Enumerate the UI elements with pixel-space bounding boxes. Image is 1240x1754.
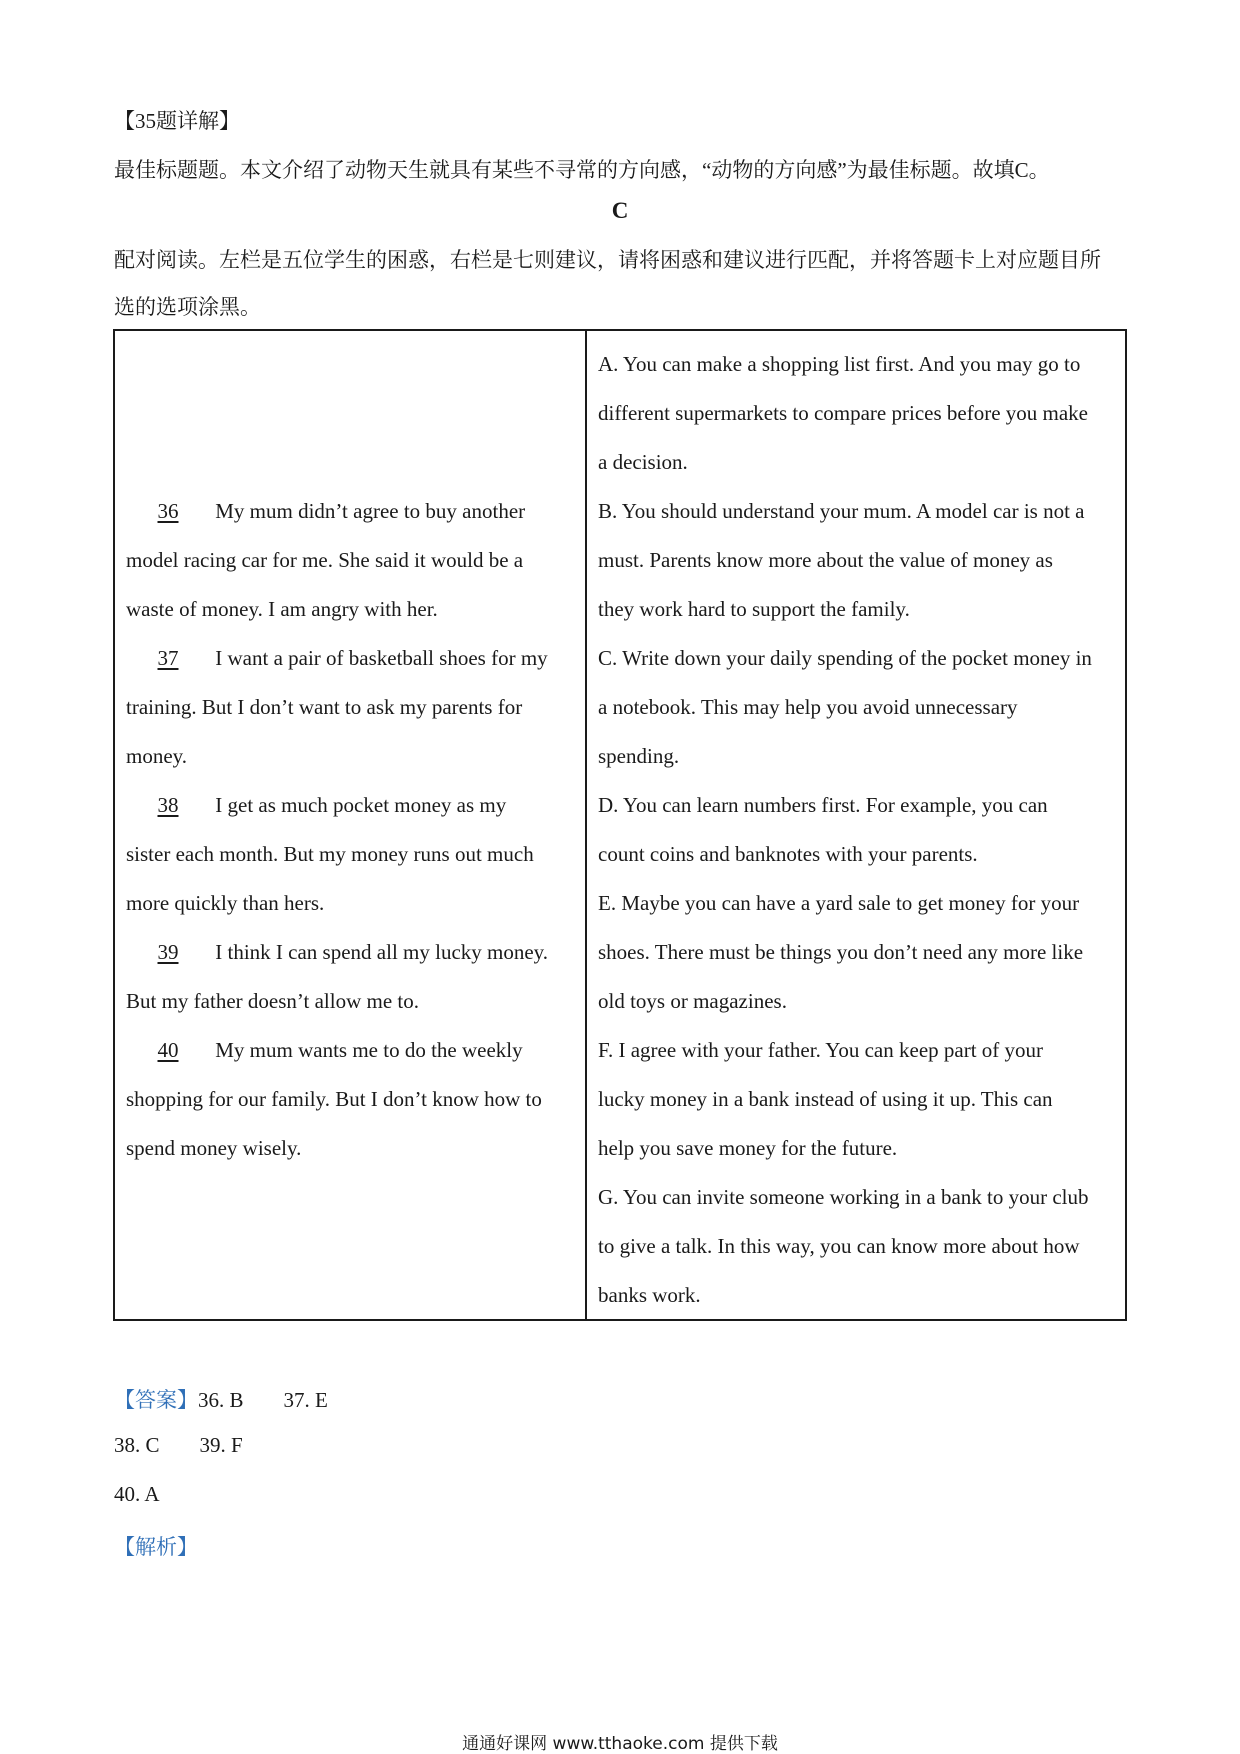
answer-blank-40[interactable]: 40 [157,1038,179,1062]
answer-blank-37[interactable]: 37 [157,646,179,670]
answer-line-1 [114,1384,328,1414]
problems-column [115,331,587,1319]
answer-label: 【答案】 [114,1388,198,1412]
answer-blank-36[interactable]: 36 [157,499,179,523]
option-f-line-1: F. I agree with your father. You can keep part of your [598,1038,1044,1062]
answer-36: 36. B [198,1388,244,1412]
option-a-line-3: a decision. [598,450,688,474]
option-e-line-3: old toys or magazines. [598,989,787,1013]
option-e-line-1: E. Maybe you can have a yard sale to get money for your [598,891,1080,915]
option-c-line-2: a notebook. This may help you avoid unnecessary [598,695,1018,719]
option-f-line-3: help you save money for the future. [598,1136,898,1160]
problem-36-line-1: 36 My mum didn’t agree to buy another [126,497,525,525]
option-a-line-1: A. You can make a shopping list first. And you may go to [598,352,1081,376]
problem-36-line-2: model racing car for me. She said it would be a [126,548,524,572]
problem-40-line-3: spend money wisely. [126,1136,302,1160]
problem-39-line-1: 39 I think I can spend all my lucky money. [126,938,548,966]
answer-40: 40. A [114,1482,160,1506]
section-title: C [611,198,629,223]
problem-40-line-1: 40 My mum wants me to do the weekly [126,1036,523,1064]
problem-37-line-1: 37 I want a pair of basketball shoes for my [126,644,548,672]
answer-blank-39[interactable]: 39 [157,940,179,964]
option-g-line-2: to give a talk. In this way, you can know more about how [598,1234,1080,1258]
option-b-line-3: they work hard to support the family. [598,597,910,621]
problem-36-line-3: waste of money. I am angry with her. [126,597,438,621]
section-instruction-line-2: 选的选项涂黑。 [114,295,261,319]
option-b-line-2: must. Parents know more about the value of money as [598,548,1053,572]
q35-explanation: 最佳标题题。本文介绍了动物天生就具有某些不寻常的方向感，“动物的方向感”为最佳标题。故填C。 [114,158,1050,182]
page-footer: 通通好课网 www.tthaoke.com 提供下载 [462,1734,778,1754]
option-f-line-2: lucky money in a bank instead of using it up. This can [598,1087,1053,1111]
problem-38-line-3: more quickly than hers. [126,891,325,915]
section-instruction-line-1: 配对阅读。左栏是五位学生的困惑，右栏是七则建议，请将困惑和建议进行匹配，并将答题卡上对应题目所 [114,248,1101,272]
problem-38-line-2: sister each month. But my money runs out much [126,842,534,866]
answer-line-2 [114,1433,243,1458]
answer-38: 38. C [114,1433,160,1457]
matching-table [113,329,1127,1321]
option-d-line-2: count coins and banknotes with your parents. [598,842,978,866]
answer-39: 39. F [199,1433,243,1457]
option-c-line-1: C. Write down your daily spending of the pocket money in [598,646,1092,670]
analysis-label: 【解析】 [114,1535,198,1559]
answer-37: 37. E [283,1388,328,1412]
option-b-line-1: B. You should understand your mum. A model car is not a [598,499,1085,523]
option-g-line-3: banks work. [598,1283,701,1307]
option-g-line-1: G. You can invite someone working in a bank to your club [598,1185,1089,1209]
q35-heading: 【35题详解】 [114,109,240,133]
problem-40-line-2: shopping for our family. But I don’t know how to [126,1087,542,1111]
answer-blank-38[interactable]: 38 [157,793,179,817]
answer-line-3 [114,1482,160,1507]
option-a-line-2: different supermarkets to compare prices before you make [598,401,1088,425]
problem-39-line-2: But my father doesn’t allow me to. [126,989,419,1013]
problem-38-line-1: 38 I get as much pocket money as my [126,791,506,819]
option-c-line-3: spending. [598,744,680,768]
option-d-line-1: D. You can learn numbers first. For example, you can [598,793,1048,817]
problem-37-line-3: money. [126,744,188,768]
options-column [587,331,1125,1319]
problem-37-line-2: training. But I don’t want to ask my parents for [126,695,523,719]
option-e-line-2: shoes. There must be things you don’t need any more like [598,940,1084,964]
